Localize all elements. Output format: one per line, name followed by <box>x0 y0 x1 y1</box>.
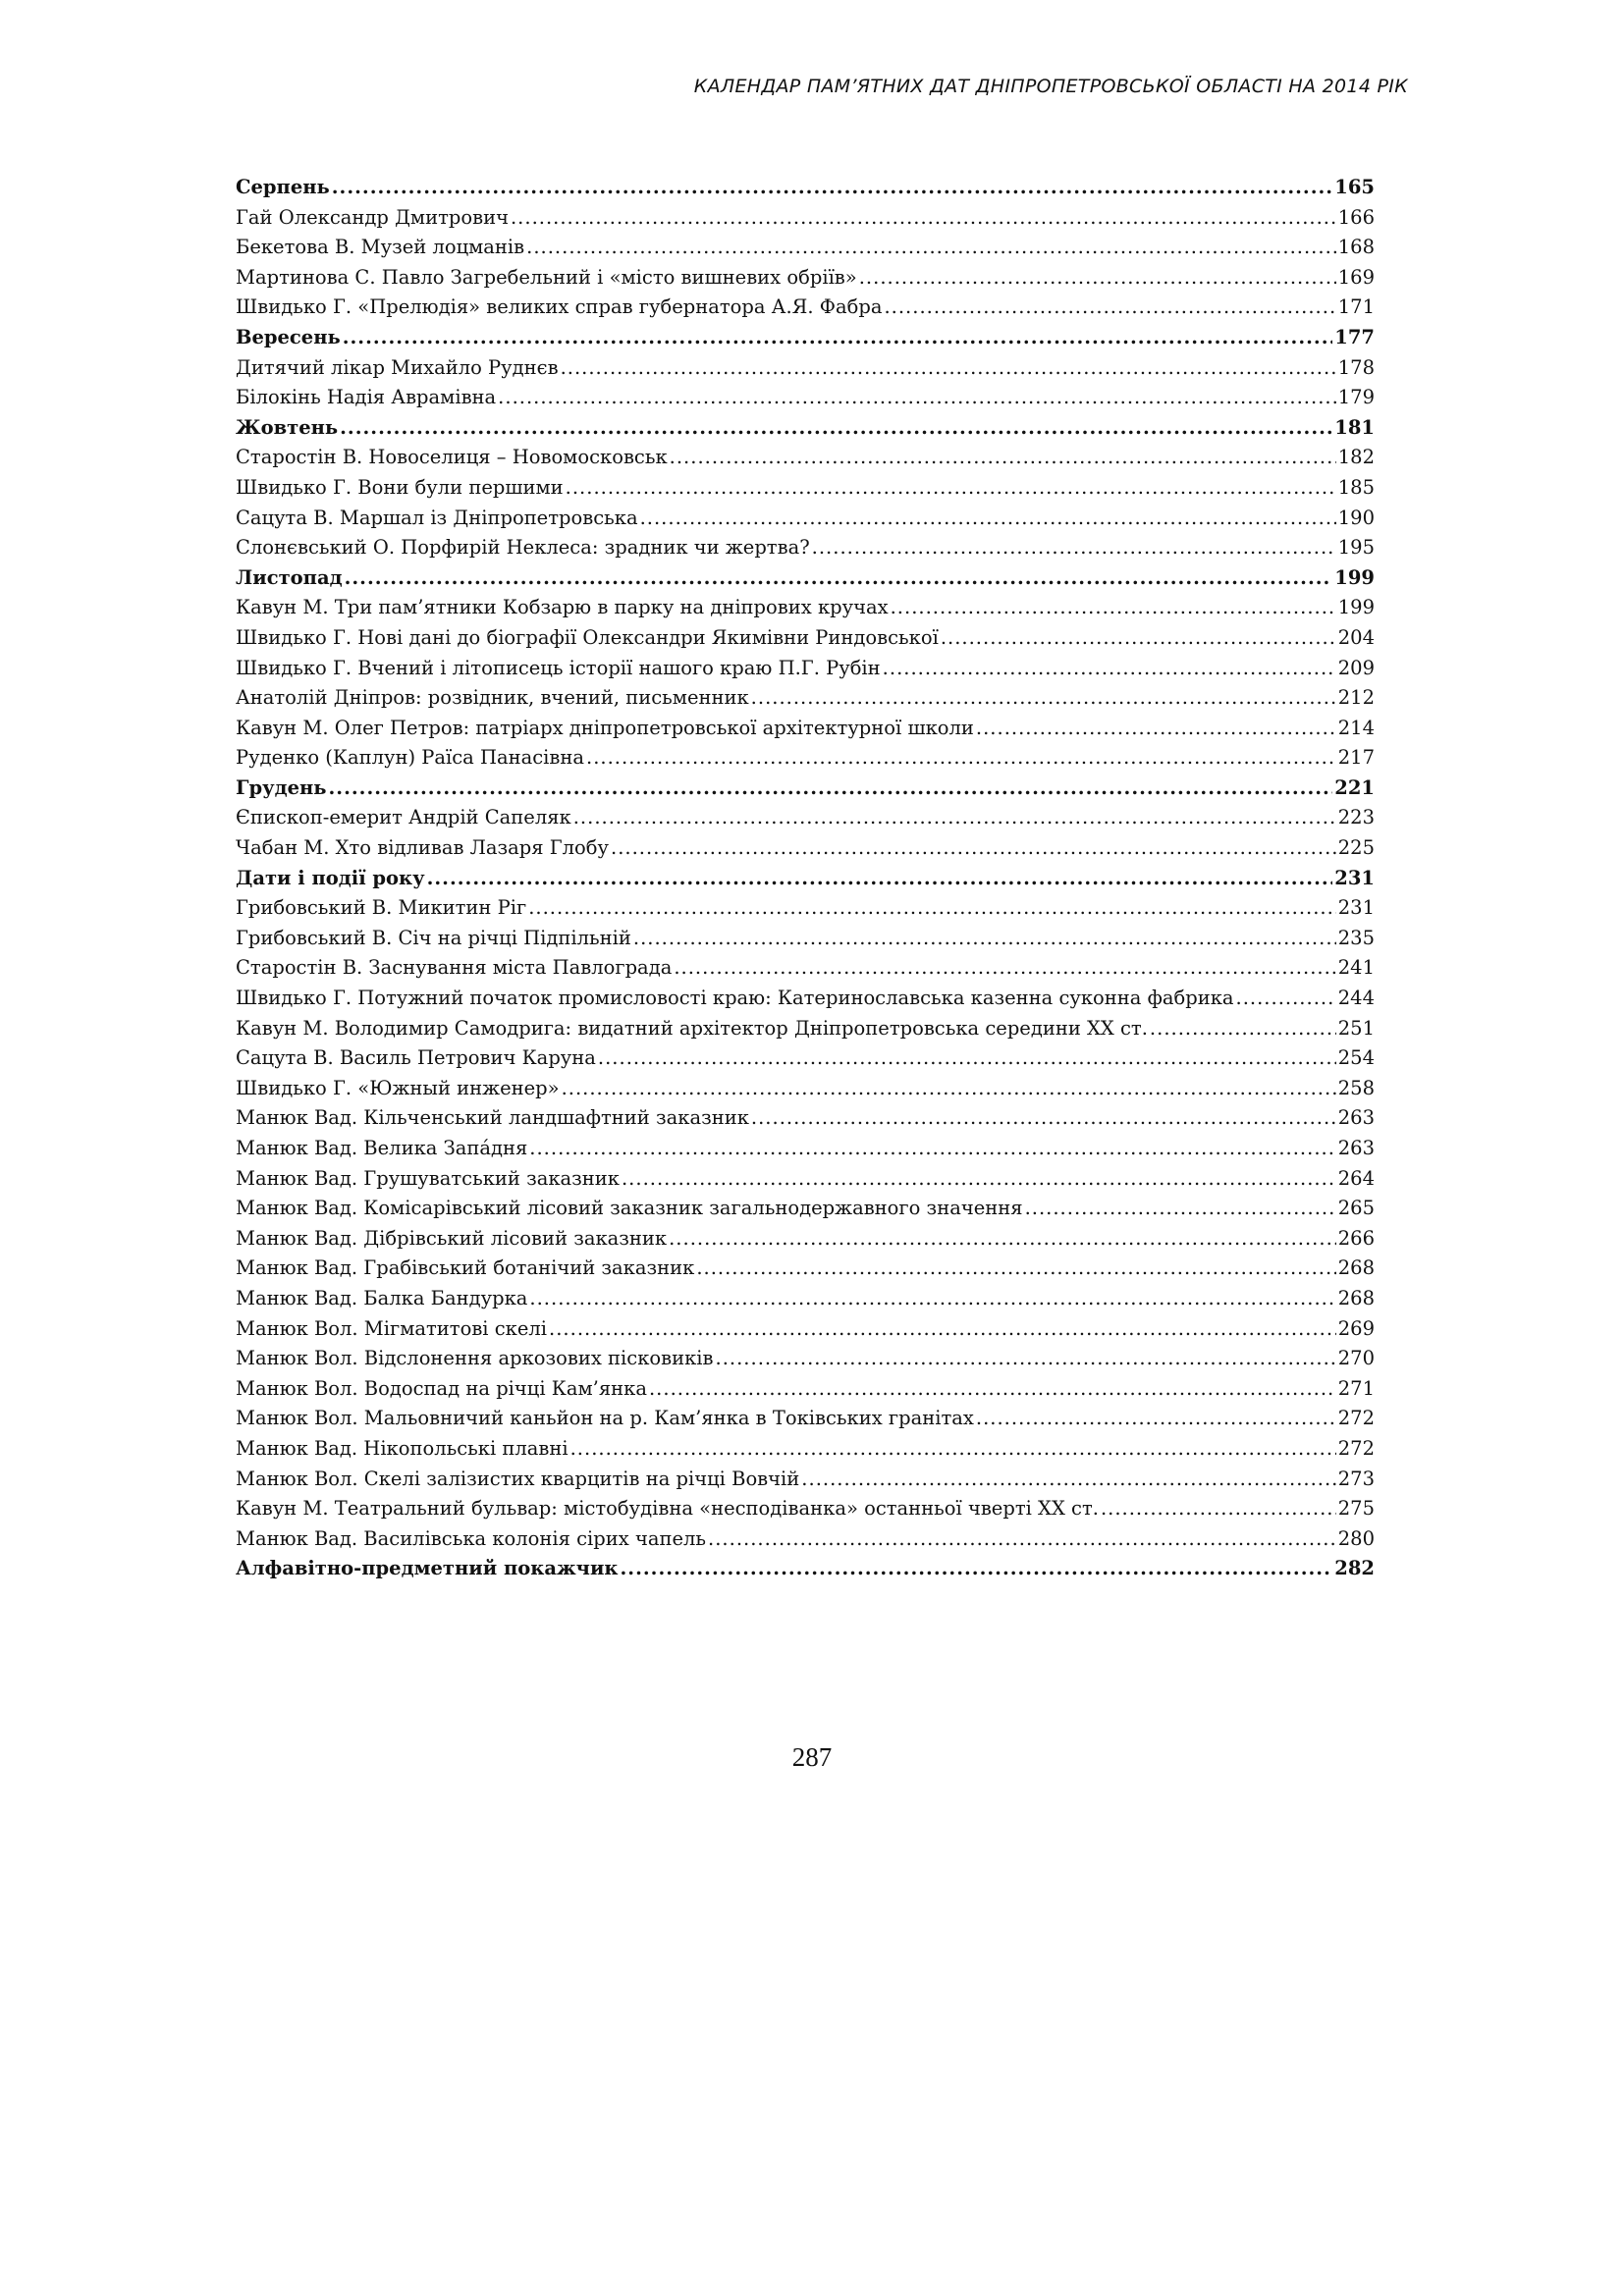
toc-dot-leader <box>343 323 1333 353</box>
toc-section-heading <box>236 1554 1375 1584</box>
toc-entry-title: Старостін В. Новоселиця – Новомосковськ <box>236 446 668 469</box>
toc-dot-leader <box>622 1164 1336 1195</box>
toc-dot-leader <box>598 1043 1336 1074</box>
toc-entry <box>236 1074 1375 1104</box>
toc-entry-page: 266 <box>1337 1226 1375 1250</box>
toc-entry-page: 179 <box>1337 386 1375 409</box>
toc-entry-title: Серпень <box>236 176 330 198</box>
toc-entry <box>236 293 1375 323</box>
toc-entry <box>236 1494 1375 1524</box>
toc-entry-page: 273 <box>1337 1467 1375 1490</box>
toc-dot-leader <box>1025 1194 1336 1224</box>
toc-entry-page: 265 <box>1337 1197 1375 1220</box>
toc-dot-leader <box>1101 1494 1336 1524</box>
toc-entry <box>236 233 1375 263</box>
toc-dot-leader <box>640 504 1336 534</box>
toc-entry <box>236 1434 1375 1465</box>
toc-entry-title: Манюк Вол. Мальовничий каньйон на р. Кам’янка в Токівських гранітах <box>236 1407 974 1430</box>
toc-entry-title: Грибовський В. Січ на річці Підпільній <box>236 926 631 949</box>
toc-entry-title: Манюк Вад. Грушуватський заказник <box>236 1166 620 1190</box>
toc-dot-leader <box>562 1074 1336 1104</box>
toc-dot-leader <box>549 1314 1336 1345</box>
toc-entry <box>236 1284 1375 1314</box>
toc-entry-page: 231 <box>1334 866 1375 889</box>
toc-entry-title: Єпископ-емерит Андрій Сапеляк <box>236 806 571 829</box>
toc-entry-title: Швидько Г. Вчений і літописець історії нашого краю П.Г. Рубін <box>236 656 881 679</box>
toc-entry <box>236 953 1375 984</box>
toc-entry-page: 263 <box>1337 1106 1375 1130</box>
toc-dot-leader <box>751 1103 1336 1134</box>
toc-dot-leader <box>859 263 1336 294</box>
toc-entry <box>236 833 1375 864</box>
toc-entry-page: 217 <box>1337 746 1375 770</box>
toc-entry-title: Кавун М. Олег Петров: патріарх дніпропетровської архітектурної школи <box>236 716 974 739</box>
toc-entry-title: Манюк Вад. Дібрівський лісовий заказник <box>236 1226 668 1250</box>
toc-entry-title: Білокінь Надія Аврамівна <box>236 386 497 409</box>
toc-entry <box>236 924 1375 954</box>
toc-entry-page: 221 <box>1334 775 1375 799</box>
toc-dot-leader <box>649 1374 1336 1405</box>
toc-entry-page: 182 <box>1337 446 1375 469</box>
toc-entry-page: 231 <box>1337 896 1375 920</box>
toc-dot-leader <box>633 924 1336 954</box>
toc-entry <box>236 1164 1375 1195</box>
toc-entry-page: 272 <box>1337 1407 1375 1430</box>
toc-entry-page: 268 <box>1337 1256 1375 1280</box>
toc-entry-title: Вересень <box>236 325 341 348</box>
toc-entry-page: 199 <box>1334 565 1375 589</box>
toc-section-heading <box>236 774 1375 804</box>
toc-entry-title: Швидько Г. Потужний початок промисловості краю: Катеринославська казенна суконна фабрика <box>236 987 1234 1010</box>
toc-entry-title: Швидько Г. «Южный инженер» <box>236 1076 560 1099</box>
toc-dot-leader <box>529 1134 1335 1164</box>
toc-section-heading <box>236 173 1375 203</box>
toc-entry-title: Манюк Вад. Балка Бандурка <box>236 1286 528 1309</box>
toc-entry-title: Манюк Вад. Нікопольські плавні <box>236 1436 568 1460</box>
toc-entry-title: Манюк Вол. Скелі залізистих кварцитів на річці Вовчій <box>236 1467 800 1490</box>
toc-entry <box>236 1524 1375 1555</box>
toc-entry-page: 168 <box>1337 236 1375 259</box>
toc-dot-leader <box>884 293 1335 323</box>
toc-section-heading <box>236 323 1375 353</box>
toc-entry-page: 199 <box>1337 596 1375 619</box>
toc-entry-title: Дитячий лікар Михайло Руднєв <box>236 355 559 379</box>
toc-entry-page: 271 <box>1337 1376 1375 1400</box>
toc-dot-leader <box>1150 1014 1336 1044</box>
toc-entry-page: 177 <box>1334 325 1375 348</box>
toc-dot-leader <box>674 953 1335 984</box>
toc-entry-title: Жовтень <box>236 415 339 439</box>
toc-entry <box>236 203 1375 234</box>
toc-entry-title: Алфавітно-предметний покажчик <box>236 1557 619 1580</box>
toc-entry <box>236 1194 1375 1224</box>
toc-entry-page: 212 <box>1337 686 1375 710</box>
toc-entry <box>236 1014 1375 1044</box>
toc-dot-leader <box>345 563 1333 594</box>
toc-section-heading <box>236 413 1375 444</box>
toc-entry-page: 258 <box>1337 1076 1375 1099</box>
toc-dot-leader <box>526 233 1336 263</box>
toc-entry-title: Старостін В. Заснування міста Павлограда <box>236 956 673 980</box>
toc-entry <box>236 1465 1375 1495</box>
toc-entry <box>236 1344 1375 1374</box>
toc-dot-leader <box>716 1344 1336 1374</box>
toc-dot-leader <box>329 774 1333 804</box>
toc-entry-title: Грибовський В. Микитин Ріг <box>236 896 527 920</box>
toc-entry <box>236 1043 1375 1074</box>
toc-entry-title: Бекетова В. Музей лоцманів <box>236 236 525 259</box>
toc-entry-page: 178 <box>1337 355 1375 379</box>
toc-entry-title: Кавун М. Три пам’ятники Кобзарю в парку на дніпрових кручах <box>236 596 889 619</box>
toc-entry-title: Листопад <box>236 565 343 589</box>
toc-dot-leader <box>976 1404 1336 1434</box>
toc-entry <box>236 714 1375 744</box>
toc-entry-page: 166 <box>1337 205 1375 229</box>
toc-entry <box>236 803 1375 833</box>
toc-dot-leader <box>1236 984 1336 1014</box>
toc-entry <box>236 743 1375 774</box>
toc-entry-page: 185 <box>1337 475 1375 499</box>
toc-dot-leader <box>511 203 1336 234</box>
toc-entry-page: 241 <box>1337 956 1375 980</box>
toc-entry-title: Гай Олександр Дмитрович <box>236 205 509 229</box>
toc-entry <box>236 1134 1375 1164</box>
toc-entry-page: 225 <box>1337 836 1375 860</box>
toc-entry <box>236 263 1375 294</box>
toc-dot-leader <box>621 1554 1333 1584</box>
toc-dot-leader <box>561 353 1336 384</box>
running-header: КАЛЕНДАР ПАМ’ЯТНИХ ДАТ ДНІПРОПЕТРОВСЬКОЇ ОБЛАСТІ НА 2014 РІК <box>693 76 1408 97</box>
toc-dot-leader <box>801 1465 1335 1495</box>
toc-entry <box>236 683 1375 714</box>
toc-entry-title: Манюк Вол. Мігматитові скелі <box>236 1316 548 1340</box>
toc-dot-leader <box>332 173 1333 203</box>
toc-entry-page: 223 <box>1337 806 1375 829</box>
toc-entry <box>236 984 1375 1014</box>
toc-entry-page: 275 <box>1337 1497 1375 1521</box>
toc-entry <box>236 473 1375 504</box>
toc-entry-title: Манюк Вад. Велика Запáдня <box>236 1137 528 1159</box>
toc-entry <box>236 1103 1375 1134</box>
toc-entry-title: Руденко (Каплун) Раїса Панасівна <box>236 746 584 770</box>
toc-entry-title: Анатолій Дніпров: розвідник, вчений, письменник <box>236 686 749 710</box>
toc-dot-leader <box>670 443 1336 473</box>
toc-entry <box>236 533 1375 563</box>
toc-entry <box>236 443 1375 473</box>
toc-dot-leader <box>498 383 1336 413</box>
toc-entry-page: 264 <box>1337 1166 1375 1190</box>
toc-entry-page: 171 <box>1337 295 1375 319</box>
toc-entry-page: 165 <box>1334 176 1375 198</box>
toc-dot-leader <box>528 893 1336 924</box>
toc-entry <box>236 1314 1375 1345</box>
toc-entry <box>236 654 1375 684</box>
toc-entry-page: 235 <box>1337 926 1375 949</box>
toc-entry-page: 272 <box>1337 1436 1375 1460</box>
toc-dot-leader <box>751 683 1336 714</box>
toc-entry <box>236 623 1375 654</box>
toc-entry-title: Мартинова С. Павло Загребельний і «місто вишневих обріїв» <box>236 265 857 289</box>
table-of-contents <box>236 173 1375 1584</box>
toc-entry-page: 268 <box>1337 1286 1375 1309</box>
toc-entry <box>236 1374 1375 1405</box>
toc-entry-title: Кавун М. Театральний бульвар: містобудівна «несподіванка» останньої чверті XX ст. <box>236 1497 1099 1521</box>
toc-entry-page: 282 <box>1334 1557 1375 1580</box>
toc-dot-leader <box>427 864 1333 894</box>
toc-entry-title: Манюк Вад. Василівська колонія сірих чапель <box>236 1526 707 1550</box>
toc-entry <box>236 1224 1375 1255</box>
toc-entry-page: 270 <box>1337 1347 1375 1370</box>
toc-entry-page: 263 <box>1337 1137 1375 1159</box>
toc-entry <box>236 1254 1375 1284</box>
toc-dot-leader <box>708 1524 1336 1555</box>
toc-dot-leader <box>529 1284 1335 1314</box>
toc-entry-title: Швидько Г. Нові дані до біографії Олександри Якимівни Риндовської <box>236 625 939 649</box>
toc-dot-leader <box>941 623 1336 654</box>
page-number: 287 <box>791 1742 833 1772</box>
toc-entry-page: 209 <box>1337 656 1375 679</box>
toc-dot-leader <box>570 1434 1336 1465</box>
toc-entry-title: Грудень <box>236 775 327 799</box>
toc-dot-leader <box>586 743 1336 774</box>
toc-entry-page: 251 <box>1337 1016 1375 1040</box>
toc-dot-leader <box>976 714 1336 744</box>
toc-dot-leader <box>611 833 1336 864</box>
toc-entry-page: 181 <box>1334 415 1375 439</box>
toc-entry <box>236 353 1375 384</box>
toc-dot-leader <box>812 533 1336 563</box>
toc-entry-title: Манюк Вол. Відслонення аркозових пісковиків <box>236 1347 714 1370</box>
toc-entry-title: Манюк Вол. Водоспад на річці Кам’янка <box>236 1376 647 1400</box>
toc-entry-page: 214 <box>1337 716 1375 739</box>
toc-entry <box>236 383 1375 413</box>
toc-entry-page: 204 <box>1337 625 1375 649</box>
toc-entry <box>236 1404 1375 1434</box>
toc-entry-title: Швидько Г. Вони були першими <box>236 475 564 499</box>
toc-entry <box>236 504 1375 534</box>
toc-entry-title: Манюк Вад. Кільченський ландшафтний заказник <box>236 1106 749 1130</box>
toc-entry-title: Кавун М. Володимир Самодрига: видатний архітектор Дніпропетровська середини XX ст. <box>236 1016 1148 1040</box>
toc-dot-leader <box>566 473 1336 504</box>
toc-entry-title: Слонєвський О. Порфирій Неклеса: зрадник чи жертва? <box>236 536 810 560</box>
toc-entry-page: 190 <box>1337 506 1375 529</box>
toc-dot-leader <box>696 1254 1335 1284</box>
toc-section-heading <box>236 563 1375 594</box>
toc-section-heading <box>236 864 1375 894</box>
toc-entry-page: 195 <box>1337 536 1375 560</box>
toc-entry-page: 244 <box>1337 987 1375 1010</box>
toc-entry-page: 254 <box>1337 1046 1375 1070</box>
toc-entry-title: Чабан М. Хто відливав Лазаря Глобу <box>236 836 610 860</box>
toc-dot-leader <box>340 413 1332 444</box>
toc-entry-title: Швидько Г. «Прелюдія» великих справ губернатора А.Я. Фабра <box>236 295 883 319</box>
toc-entry-title: Дати і події року <box>236 866 425 889</box>
toc-dot-leader <box>669 1224 1336 1255</box>
toc-entry-title: Манюк Вад. Грабівський ботанічий заказник <box>236 1256 695 1280</box>
toc-dot-leader <box>573 803 1336 833</box>
toc-entry <box>236 893 1375 924</box>
toc-entry-title: Сацута В. Василь Петрович Каруна <box>236 1046 596 1070</box>
toc-dot-leader <box>883 654 1336 684</box>
toc-entry-page: 169 <box>1337 265 1375 289</box>
toc-entry <box>236 593 1375 623</box>
toc-dot-leader <box>891 593 1336 623</box>
toc-entry-title: Сацута В. Маршал із Дніпропетровська <box>236 506 638 529</box>
toc-entry-page: 269 <box>1337 1316 1375 1340</box>
toc-entry-page: 280 <box>1337 1526 1375 1550</box>
toc-entry-title: Манюк Вад. Комісарівський лісовий заказник загальнодержавного значення <box>236 1197 1023 1220</box>
